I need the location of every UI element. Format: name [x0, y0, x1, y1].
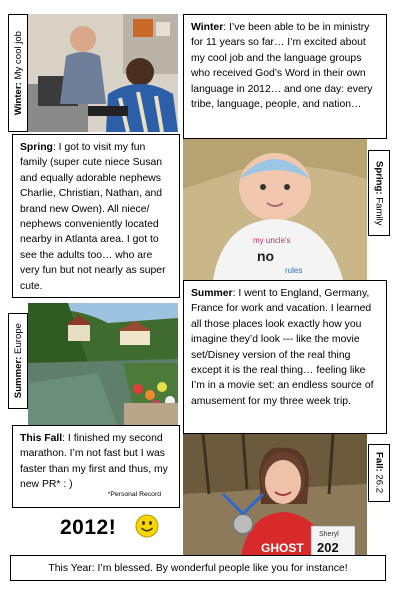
spring-label: Spring: Family: [368, 150, 390, 236]
winter-photo: [28, 14, 178, 132]
spring-season: Spring: [20, 142, 53, 153]
svg-text:rules: rules: [285, 266, 303, 275]
summer-label: Summer: Europe: [8, 313, 28, 409]
bib-number: 202: [317, 540, 339, 555]
year-title: 2012!: [60, 516, 117, 539]
winter-text: [183, 14, 387, 139]
summer-photo: [28, 303, 178, 427]
winter-season: Winter: [191, 22, 224, 33]
summer-season: Summer: [191, 288, 233, 299]
winter-body: : I’ve been able to be in ministry for 11 years so far… I’m excited about my cool job and the language groups who received God’s Word in their own language in 2012… and one day: every tribe, language, people, and nation…: [191, 22, 373, 111]
fall-photo: [183, 434, 367, 556]
fall-label: Fall: 26.2: [368, 444, 390, 502]
spring-text: [12, 134, 180, 298]
smiley-icon: [135, 514, 159, 538]
summer-body: : I went to England, Germany, France for work and vacation. I learned all those places look exactly how you imagine they’d look --- like the movie set/Disney version of the real thing except it is the real thing… feeling like I’m in a movie set: an endless source of amusement for my three week trip.: [191, 288, 374, 407]
svg-text:no: no: [257, 248, 275, 264]
footer-text: This Year: I’m blessed. By wonderful people like you for instance!: [48, 562, 348, 574]
footer-box: [10, 555, 386, 581]
fall-footnote: *Personal Record: [107, 490, 161, 498]
bib-name: Sheryl: [319, 531, 339, 538]
fall-season: This Fall: [20, 433, 63, 444]
fall-body: : I finished my second marathon. I’m not fast but I was faster than my first and thus, my new PR* : ): [20, 433, 168, 491]
spring-photo: [183, 139, 367, 280]
shirt-print: GHOST: [261, 541, 304, 555]
spring-body: : I got to visit my fun family (super cute niece Susan and equally adorable nephews Charlie, Christian, Nathan, and brand new Owen). All niece/ nephews conveniently located nearby in Atlanta area. I got to see the adults too… who are very fun but not nearly as super cute.: [20, 142, 166, 292]
summer-text: [183, 280, 387, 434]
fall-text: [12, 425, 180, 508]
winter-label: Winter: My cool job: [8, 14, 28, 132]
onesie-print: my uncle's: [253, 236, 291, 245]
